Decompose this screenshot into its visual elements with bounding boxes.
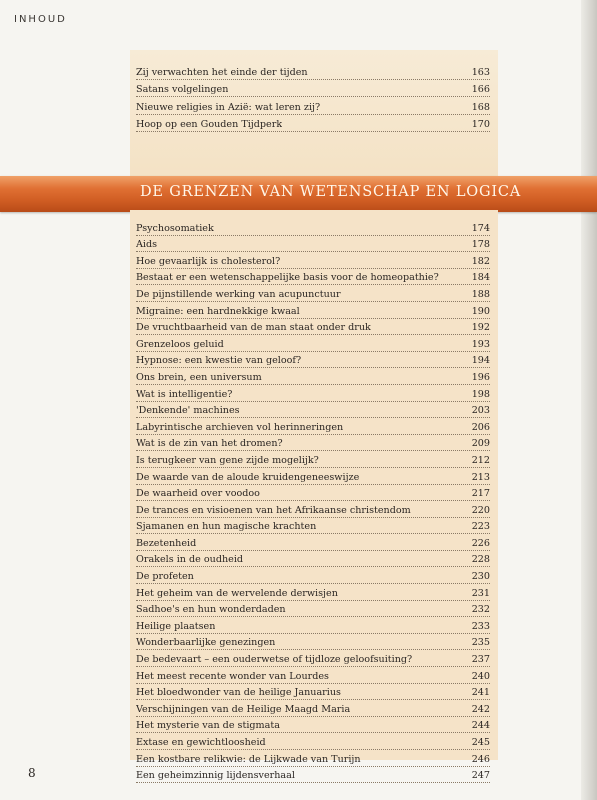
toc-entry-title: De bedevaart – een ouderwetse of tijdloze geloofsuiting?: [136, 654, 413, 666]
toc-entry[interactable]: [136, 219, 490, 236]
toc-entry-title: Heilige plaatsen: [136, 620, 216, 632]
toc-entry-page: 242: [471, 703, 490, 715]
toc-entry[interactable]: [136, 667, 490, 684]
toc-entry[interactable]: [136, 584, 490, 601]
toc-entry-page: 193: [471, 338, 490, 350]
chapter-title: DE GRENZEN VAN WETENSCHAP EN LOGICA: [140, 184, 522, 200]
toc-entry-page: 196: [471, 371, 490, 383]
toc-entry-title: Zij verwachten het einde der tijden: [136, 66, 308, 78]
toc-entry[interactable]: [136, 352, 490, 369]
toc-entry[interactable]: [136, 567, 490, 584]
toc-entry-page: 226: [471, 537, 490, 549]
toc-entry-page: 178: [471, 239, 490, 251]
toc-entry-title: Grenzeloos geluid: [136, 338, 224, 350]
toc-entry[interactable]: [136, 717, 490, 734]
toc-entry-title: De waarheid over voodoo: [136, 488, 260, 500]
toc-entry-page: 190: [471, 305, 490, 317]
toc-entry[interactable]: [136, 385, 490, 402]
toc-entry[interactable]: [136, 634, 490, 651]
toc-entry[interactable]: [136, 650, 490, 667]
toc-entry[interactable]: [136, 435, 490, 452]
toc-entry[interactable]: [136, 335, 490, 352]
toc-entry-page: 245: [471, 737, 490, 748]
toc-entry-page: 217: [471, 488, 490, 500]
toc-entry[interactable]: [136, 302, 490, 319]
toc-entry-page: 233: [471, 620, 490, 632]
toc-entry-page: 182: [471, 255, 490, 267]
toc-entry-page: 213: [471, 471, 490, 483]
toc-entry[interactable]: [136, 617, 490, 634]
toc-entry-title: De trances en visioenen van het Afrikaanse christendom: [136, 504, 411, 516]
toc-entry-title: Is terugkeer van gene zijde mogelijk?: [136, 454, 319, 466]
toc-entry[interactable]: [136, 551, 490, 568]
toc-entry-title: Migraine: een hardnekkige kwaal: [136, 305, 300, 317]
toc-entry-title: Wonderbaarlijke genezingen: [136, 637, 276, 649]
toc-entry-title: Sadhoe's en hun wonderdaden: [136, 604, 286, 616]
toc-entry-title: Labyrintische archieven vol herinneringen: [136, 421, 344, 433]
toc-entry-page: 230: [471, 571, 490, 583]
toc-entry[interactable]: [136, 236, 490, 253]
toc-entry[interactable]: [136, 501, 490, 518]
toc-entry-page: 237: [471, 654, 490, 666]
toc-entry-page: 241: [471, 687, 490, 699]
toc-entry-title: Aids: [136, 239, 158, 251]
toc-entry-title: Psychosomatiek: [136, 222, 214, 234]
toc-entry-title: Sjamanen en hun magische krachten: [136, 521, 317, 533]
toc-entry-page: 198: [471, 388, 490, 400]
toc-entry[interactable]: [136, 601, 490, 618]
toc-entry-page: 247: [471, 770, 490, 782]
running-header: INHOUD: [14, 14, 67, 25]
toc-entry-title: Orakels in de oudheid: [136, 554, 244, 566]
toc-entry[interactable]: [136, 534, 490, 551]
chapter-contents-list: [136, 219, 490, 783]
toc-entry-page: 174: [471, 222, 490, 234]
toc-entry-page: 192: [471, 322, 490, 334]
chapter-banner: [0, 176, 597, 212]
toc-entry-page: 232: [471, 604, 490, 616]
toc-entry[interactable]: [136, 402, 490, 419]
toc-entry-page: 220: [471, 504, 490, 516]
toc-entry-title: De vruchtbaarheid van de man staat onder druk: [136, 322, 371, 334]
toc-entry[interactable]: [136, 451, 490, 468]
toc-entry[interactable]: [136, 115, 490, 133]
toc-entry-title: Bestaat er een wetenschappelijke basis voor de homeopathie?: [136, 272, 439, 284]
toc-entry-page: 246: [471, 753, 490, 765]
toc-entry-title: Het geheim van de wervelende derwisjen: [136, 587, 338, 599]
toc-entry-title: Het mysterie van de stigmata: [136, 720, 280, 732]
previous-chapter-list: [136, 62, 490, 132]
toc-entry-page: 223: [471, 521, 490, 533]
toc-entry-title: Satans volgelingen: [136, 84, 229, 95]
toc-entry-page: 203: [471, 405, 490, 417]
toc-entry[interactable]: [136, 319, 490, 336]
toc-entry[interactable]: [136, 97, 490, 115]
toc-entry[interactable]: [136, 252, 490, 269]
toc-entry-title: Ons brein, een universum: [136, 371, 262, 383]
toc-entry-title: Een kostbare relikwie: de Lijkwade van Turijn: [136, 753, 361, 765]
toc-entry-page: 170: [471, 119, 490, 130]
toc-entry-page: 244: [471, 720, 490, 732]
toc-entry-title: Nieuwe religies in Azië: wat leren zij?: [136, 101, 321, 113]
toc-entry-page: 209: [471, 438, 490, 450]
toc-entry-page: 235: [471, 637, 490, 649]
toc-entry[interactable]: [136, 285, 490, 302]
toc-entry-title: De waarde van de aloude kruidengeneeswijze: [136, 471, 360, 483]
toc-entry-page: 212: [471, 454, 490, 466]
page-spine-shadow: [581, 0, 597, 800]
toc-entry[interactable]: [136, 62, 490, 80]
toc-entry[interactable]: [136, 518, 490, 535]
toc-entry-title: De profeten: [136, 571, 194, 583]
toc-entry-page: 206: [471, 421, 490, 433]
toc-entry-page: 194: [471, 355, 490, 367]
toc-entry[interactable]: [136, 269, 490, 286]
toc-entry-title: Hypnose: een kwestie van geloof?: [136, 355, 302, 367]
toc-entry-page: 231: [471, 587, 490, 599]
toc-entry-page: 166: [471, 84, 490, 95]
toc-entry-title: Verschijningen van de Heilige Maagd Maria: [136, 703, 351, 715]
toc-entry-title: Het meest recente wonder van Lourdes: [136, 670, 329, 682]
toc-entry[interactable]: [136, 733, 490, 750]
toc-entry-title: 'Denkende' machines: [136, 405, 240, 417]
toc-entry[interactable]: [136, 468, 490, 485]
toc-entry[interactable]: [136, 684, 490, 701]
toc-entry-page: 168: [471, 101, 490, 113]
toc-entry-title: Extase en gewichtloosheid: [136, 737, 266, 748]
toc-entry-page: 188: [471, 288, 490, 300]
toc-entry[interactable]: [136, 418, 490, 435]
toc-entry-title: Het bloedwonder van de heilige Januarius: [136, 687, 341, 699]
toc-entry-title: Hoop op een Gouden Tijdperk: [136, 119, 283, 130]
toc-entry[interactable]: [136, 750, 490, 767]
toc-entry-title: Wat is intelligentie?: [136, 388, 233, 400]
toc-entry[interactable]: [136, 700, 490, 717]
page-number: 8: [28, 766, 36, 780]
toc-entry-title: Een geheimzinnig lijdensverhaal: [136, 770, 295, 782]
toc-entry[interactable]: [136, 80, 490, 98]
toc-entry[interactable]: [136, 368, 490, 385]
toc-entry-page: 163: [471, 66, 490, 78]
toc-entry-title: Hoe gevaarlijk is cholesterol?: [136, 255, 281, 267]
toc-entry-page: 184: [471, 272, 490, 284]
toc-entry-title: Bezetenheid: [136, 537, 197, 549]
toc-entry-page: 228: [471, 554, 490, 566]
toc-entry-page: 240: [471, 670, 490, 682]
toc-entry-title: Wat is de zin van het dromen?: [136, 438, 283, 450]
toc-entry-title: De pijnstillende werking van acupunctuur: [136, 288, 341, 300]
toc-entry[interactable]: [136, 767, 490, 784]
toc-entry[interactable]: [136, 485, 490, 502]
